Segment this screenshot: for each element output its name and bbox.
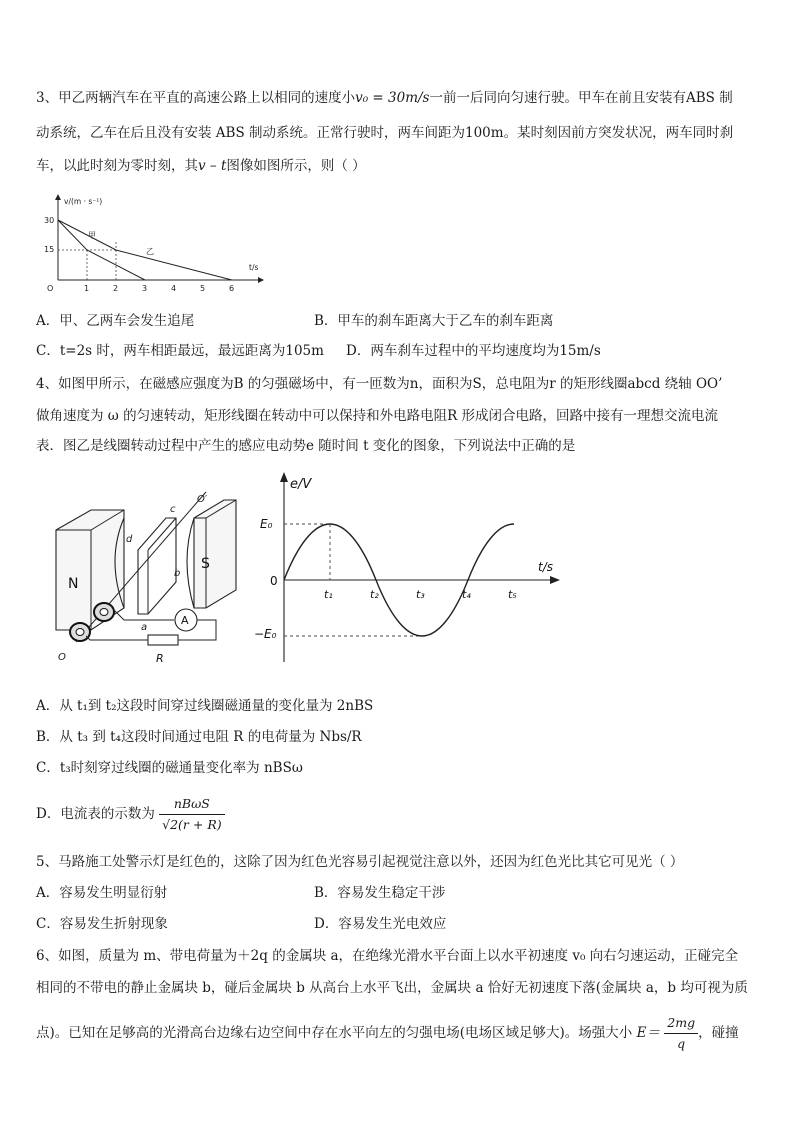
q4-option-b: B．从 t₃ 到 t₄这段时间通过电阻 R 的电荷量为 Nbs/R [36,729,362,745]
q4-option-d [36,794,225,835]
q4-stem-line2: 做角速度为 ω 的匀速转动，矩形线圈在转动中可以保持和外电路电阻R 形成闭合电路，回路中接有一理想交流电流 [36,408,719,424]
label-jia: 甲 [88,231,96,240]
q6-stem-line1: 6、如图，质量为 m、带电荷量为＋2q 的金属块 a，在绝缘光滑水平台面上以水平初速度 v₀ 向右匀速运动，正碰完全 [36,948,739,964]
q6-stem-line2: 相同的不带电的静止金属块 b，碰后金属块 b 从高台上水平飞出，金属块 a 恰好无初速度下落(金属块 a，b 均可视为质 [36,980,748,996]
x-tick-t3: t₃ [416,588,425,601]
line-yi [58,220,232,280]
x-tick-1: 1 [84,284,90,293]
label-ammeter: A [181,614,189,627]
q3-v0-formula: v₀ = 30m/s [355,90,430,106]
q3-text: 3、甲乙两辆汽车在平直的高速公路上以相同的速度小 [36,90,356,106]
x-tick-origin: O [47,284,54,293]
q3-option-d: D．两车刹车过程中的平均速度均为15m/s [346,343,601,359]
q3-option-a: A．甲、乙两车会发生追尾 [36,313,195,329]
q6-text: ，碰撞 [698,1025,739,1041]
label-e0: E₀ [260,517,273,531]
q4-option-d-fraction [159,794,224,835]
q6-field-fraction [664,1013,698,1054]
q5-option-a: A．容易发生明显衍射 [36,885,168,901]
y-axis-label: v/(m · s⁻¹) [64,197,103,206]
q3-vt-formula: v – t [198,158,227,174]
q5-option-c: C．容易发生折射现象 [36,916,168,932]
label-zero: 0 [270,574,278,588]
label-o-prime: O′ [197,494,208,505]
q6-e-symbol: E＝ [636,1025,660,1041]
x-axis-label: t/s [249,263,259,272]
q4-stem-line1: 4、如图甲所示，在磁感应强度为B 的匀强磁场中，有一匝数为n，面积为S，总电阻为r 的矩形线圈abcd 绕轴 OO’ [36,376,723,392]
label-a: a [141,622,148,633]
fraction-denominator: q [677,1036,686,1051]
q3-vt-graph [36,192,266,302]
label-b: b [174,568,181,579]
wire-bottom [86,636,148,640]
x-tick-3: 3 [142,284,148,293]
x-tick-2: 2 [113,284,119,293]
label-o: O [58,652,66,663]
label-d: d [126,534,133,545]
q5-stem: 5、马路施工处警示灯是红色的，这除了因为红色光容易引起视觉注意以外，还因为红色光比其它可见光（ ） [36,854,684,870]
y-axis-arrow [55,194,61,200]
coil-abcd [138,518,176,614]
label-r: R [156,652,164,665]
q5-option-d: D．容易发生光电效应 [314,916,447,932]
fraction-numerator: 2mg [664,1013,698,1034]
y-tick-30: 30 [44,216,55,225]
q4-option-a: A．从 t₁到 t₂这段时间穿过线圈磁通量的变化量为 2nBS [36,698,374,714]
q6-stem-line3 [36,1013,739,1054]
x-axis-arrow [258,277,264,283]
label-c: c [170,504,176,515]
q3-text: 车，以此时刻为零时刻，其 [36,158,198,174]
q4-stem-line3: 表．图乙是线圈转动过程中产生的感应电动势e 随时间 t 变化的图象，下列说法中正确的是 [36,438,576,454]
q4-et-graph [252,470,572,670]
q3-option-c: C．t=2s 时，两车相距最远，最远距离为105m [36,343,324,359]
q3-stem-line1 [36,88,733,108]
magnet-s [194,500,236,608]
x-tick-t2: t₂ [370,588,379,601]
fraction-denominator: √2(r + R) [162,817,222,832]
x-tick-6: 6 [229,284,235,293]
q3-text: 图像如图所示，则（ ） [226,158,366,174]
q6-text: 点)。已知在足够高的光滑高台边缘右边空间中存在水平向左的匀强电场(电场区域足够大)。场强大小 [36,1025,633,1041]
label-yi: 乙 [146,247,154,256]
q3-text: 一前一后同向匀速行驶。甲车在前且安装有ABS 制 [429,90,733,106]
q4-option-c: C．t₃时刻穿过线圈的磁通量变化率为 nBSω [36,760,303,776]
x-tick-t1: t₁ [324,588,333,601]
label-s: S [201,556,210,572]
x-tick-t5: t₅ [508,588,517,601]
y-tick-15: 15 [44,245,55,254]
q3-option-b: B．甲车的刹车距离大于乙车的刹车距离 [314,313,554,329]
x-tick-t4: t₄ [462,588,471,601]
q3-stem-line2: 动系统，乙车在后且没有安装 ABS 制动系统。正常行驶时，两车间距为100m。某时刻因前方突发状况，两车同时刹 [36,125,734,141]
label-n: N [68,576,79,592]
x-axis-arrow [550,576,560,584]
fraction-numerator: nBωS [159,794,224,815]
y-axis-arrow [280,472,288,482]
q3-stem-line3 [36,156,366,176]
x-tick-4: 4 [171,284,177,293]
y-axis-label: e/V [290,477,312,492]
q4-generator-diagram [46,490,246,670]
label-neg-e0: −E₀ [254,627,277,641]
x-tick-5: 5 [200,284,206,293]
x-axis-label: t/s [538,560,553,574]
q5-option-b: B．容易发生稳定干涉 [314,885,446,901]
q4-option-d-text: D．电流表的示数为 [36,806,155,822]
resistor-r [148,635,178,645]
